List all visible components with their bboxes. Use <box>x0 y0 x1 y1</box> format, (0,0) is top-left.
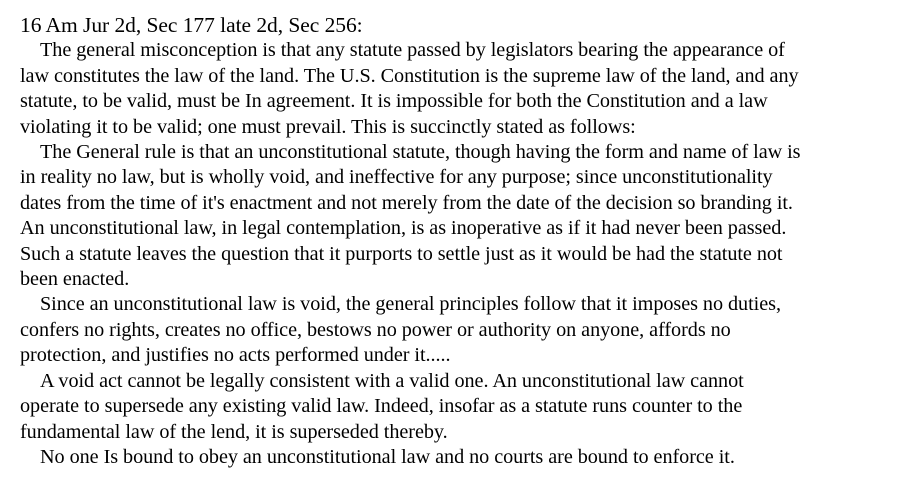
paragraph-3 <box>20 292 890 368</box>
paragraph-line: statute, to be valid, must be In agreement. It is impossible for both the Constitution and a law <box>20 90 768 113</box>
paragraph-line: dates from the time of it's enactment and not merely from the date of the decision so branding it. <box>20 191 793 214</box>
document-body <box>20 13 890 470</box>
paragraph-line: violating it to be valid; one must prevail. This is succinctly stated as follows: <box>20 115 636 138</box>
paragraph-line: Since an unconstitutional law is void, the general principles follow that it imposes no duties, <box>40 293 781 316</box>
paragraph-line: The General rule is that an unconstitutional statute, though having the form and name of law is <box>40 141 801 164</box>
citation-heading: 16 Am Jur 2d, Sec 177 late 2d, Sec 256: <box>20 13 363 37</box>
paragraph-line: A void act cannot be legally consistent with a valid one. An unconstitutional law cannot <box>40 369 744 392</box>
paragraph-line: been enacted. <box>20 268 130 291</box>
paragraph-line: in reality no law, but is wholly void, and ineffective for any purpose; since unconstitutionality <box>20 166 773 189</box>
paragraph-line: protection, and justifies no acts performed under it..... <box>20 344 451 367</box>
paragraph-line: The general misconception is that any statute passed by legislators bearing the appearance of <box>40 39 785 62</box>
paragraph-line: operate to supersede any existing valid law. Indeed, insofar as a statute runs counter to the <box>20 395 743 418</box>
paragraph-line: An unconstitutional law, in legal contemplation, is as inoperative as if it had never been passed. <box>20 217 787 240</box>
paragraph-line: confers no rights, creates no office, bestows no power or authority on anyone, affords no <box>20 318 731 341</box>
paragraph-2 <box>20 140 890 292</box>
paragraph-line: fundamental law of the lend, it is superseded thereby. <box>20 420 448 443</box>
paragraph-4 <box>20 369 890 445</box>
paragraph-line: Such a statute leaves the question that it purports to settle just as it would be had the statute not <box>20 242 783 265</box>
paragraph-1 <box>20 38 890 140</box>
paragraph-5 <box>20 445 890 470</box>
paragraph-line: law constitutes the law of the land. The U.S. Constitution is the supreme law of the land, and any <box>20 64 799 87</box>
paragraph-line: No one Is bound to obey an unconstitutional law and no courts are bound to enforce it. <box>40 445 735 468</box>
